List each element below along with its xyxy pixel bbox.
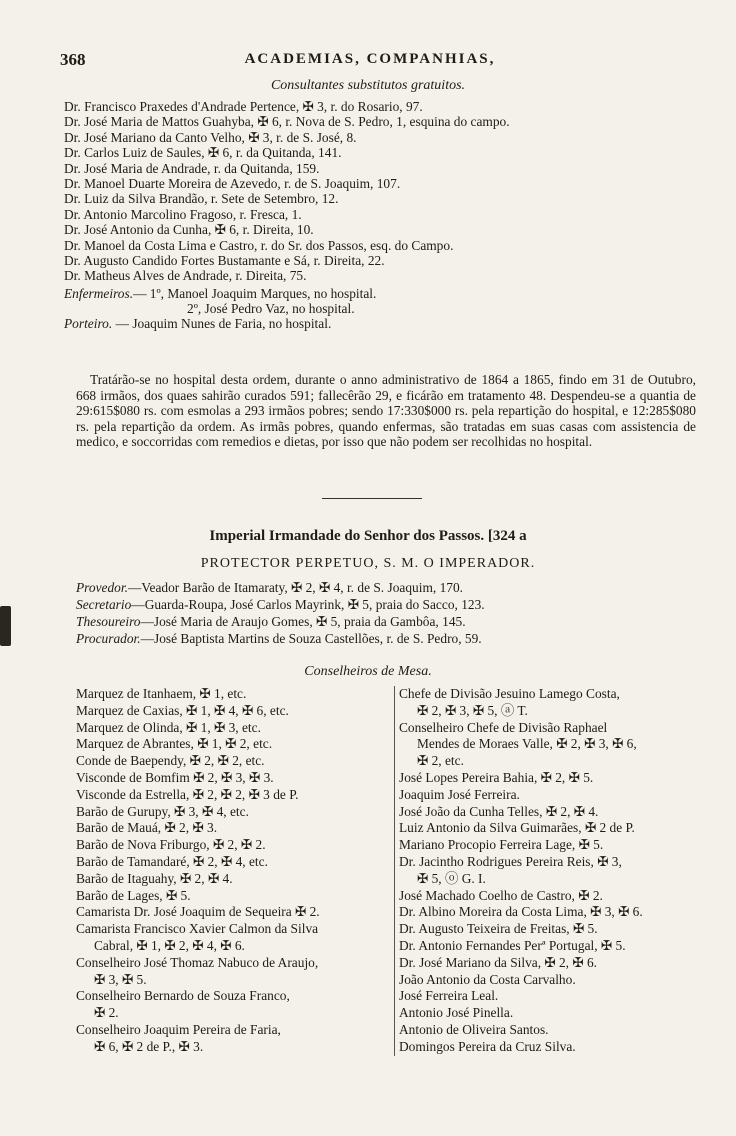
conselheiro-line: Dr. Antonio Fernandes Perª Portugal, ✠ 5.: [399, 937, 626, 953]
officer-text: —Guarda-Roupa, José Carlos Mayrink, ✠ 5, praia do Sacco, 123.: [131, 597, 485, 612]
conselheiro-line: Marquez de Olinda, ✠ 1, ✠ 3, etc.: [76, 719, 261, 735]
page-header: [60, 50, 680, 72]
officer-procurador: [76, 630, 716, 647]
conselheiro-line: Camarista Dr. José Joaquim de Sequeira ✠ 2.: [76, 904, 320, 920]
conselheiro-line: Marquez de Caxias, ✠ 1, ✠ 4, ✠ 6, etc.: [76, 702, 289, 718]
officer-role: Secretario: [76, 597, 132, 612]
consultant-line: Dr. Manoel Duarte Moreira de Azevedo, r. de S. Joaquim, 107.: [64, 175, 401, 191]
conselheiro-line: Barão de Mauá, ✠ 2, ✠ 3.: [76, 820, 218, 836]
enfermeiros-label: Enfermeiros.: [64, 285, 134, 301]
page-number: 368: [60, 50, 86, 69]
conselheiro-line: José Ferreira Leal.: [399, 988, 499, 1004]
conselheiro-line: Conselheiro Bernardo de Souza Franco,: [76, 988, 290, 1004]
conselheiro-line: Camarista Francisco Xavier Calmon da Silva: [76, 921, 319, 937]
conselheiro-line: Barão de Itaguahy, ✠ 2, ✠ 4.: [76, 870, 233, 886]
consultant-line: Dr. José Maria de Mattos Guahyba, ✠ 6, r. Nova de S. Pedro, 1, esquina do campo.: [64, 114, 510, 130]
officer-provedor: [76, 579, 716, 596]
enfermeiros-line-2: 2º, José Pedro Vaz, no hospital.: [187, 301, 355, 317]
conselheiro-line: Cabral, ✠ 1, ✠ 2, ✠ 4, ✠ 6.: [94, 937, 245, 953]
officer-role: Procurador.: [76, 631, 141, 646]
conselheiro-line: Barão de Gurupy, ✠ 3, ✠ 4, etc.: [76, 803, 249, 819]
conselheiro-line: Mendes de Moraes Valle, ✠ 2, ✠ 3, ✠ 6,: [417, 736, 637, 752]
conselheiro-line: ✠ 3, ✠ 5.: [94, 971, 147, 987]
section-title: Imperial Irmandade do Senhor dos Passos. [324 a: [209, 528, 527, 544]
conselheiro-line: José Lopes Pereira Bahia, ✠ 2, ✠ 5.: [399, 769, 594, 785]
conselheiros-left-column: [76, 686, 388, 1056]
conselheiro-line: Visconde de Bomfim ✠ 2, ✠ 3, ✠ 3.: [76, 769, 274, 785]
hospital-report-paragraph: [76, 372, 696, 450]
conselheiro-line: Mariano Procopio Ferreira Lage, ✠ 5.: [399, 837, 604, 853]
consultant-line: Dr. José Maria de Andrade, r. da Quitanda, 159.: [64, 160, 320, 176]
consultants-subtitle: Consultantes substitutos gratuitos.: [270, 78, 466, 93]
conselheiro-line: Joaquim José Ferreira.: [399, 786, 520, 802]
officer-secretario: [76, 596, 716, 613]
conselheiro-line: João Antonio da Costa Carvalho.: [399, 971, 576, 987]
consultants-list: [64, 99, 704, 332]
conselheiro-line: Dr. Jacintho Rodrigues Pereira Reis, ✠ 3,: [399, 853, 622, 869]
conselheiro-line: José João da Cunha Telles, ✠ 2, ✠ 4.: [399, 803, 599, 819]
porteiro-line: [64, 316, 704, 331]
consultant-line: Dr. Francisco Praxedes d'Andrade Pertence, ✠ 3, r. do Rosario, 97.: [64, 99, 423, 114]
enfermeiros-first: — 1º, Manoel Joaquim Marques, no hospital.: [133, 285, 377, 301]
conselheiro-line: Conde de Baependy, ✠ 2, ✠ 2, etc.: [76, 753, 265, 769]
conselheiro-line: Chefe de Divisão Jesuino Lamego Costa,: [399, 686, 620, 701]
conselheiro-line: Barão de Tamandaré, ✠ 2, ✠ 4, etc.: [76, 853, 268, 869]
consultant-line: Dr. Luiz da Silva Brandão, r. Sete de Setembro, 12.: [64, 191, 339, 207]
enfermeiros-line-1: [64, 286, 704, 301]
conselheiros-heading: Conselheiros de Mesa.: [304, 664, 432, 679]
conselheiros-right-column: [394, 686, 711, 1056]
officer-role: Thesoureiro: [76, 614, 141, 629]
officer-text: —José Baptista Martins de Souza Castellões, r. de S. Pedro, 59.: [140, 631, 482, 646]
officer-text: —José Maria de Araujo Gomes, ✠ 5, praia da Gambôa, 145.: [140, 614, 466, 629]
conselheiro-line: ✠ 2.: [94, 1005, 119, 1021]
porteiro-label: Porteiro.: [64, 316, 113, 332]
protector-line: PROTECTOR PERPETUO, S. M. O IMPERADOR.: [200, 556, 536, 571]
conselheiro-line: Luiz Antonio da Silva Guimarães, ✠ 2 de P.: [399, 820, 635, 836]
conselheiro-line: Barão de Lages, ✠ 5.: [76, 887, 191, 903]
consultant-line: Dr. Matheus Alves de Andrade, r. Direita, 75.: [64, 268, 307, 284]
conselheiro-line: Marquez de Abrantes, ✠ 1, ✠ 2, etc.: [76, 736, 273, 752]
paragraph-text: Tratárão-se no hospital desta ordem, durante o anno administrativo de 1864 a 1865, findo em 31 de Outubro, 668 irmãos, dos quaes sahirão curados 591; fallecêrão 29, e ficárão em tratamento 48. Despendeu-se a quantia de 29:615$080 rs. com esmolas a 293 irmãos pobres; sendo 17:330$000 rs. pela repartição do hospital, e 12:285$080 rs. pela repartição da ordem. As irmãs pobres, quando enfermas, são tratadas em suas casas com assistencia de medico, e soccorridas com remedios e dietas, por isso que não podem ser recolhidas no hospital.: [76, 372, 696, 449]
conselheiro-line: Conselheiro Chefe de Divisão Raphael: [399, 719, 608, 735]
conselheiro-line: José Machado Coelho de Castro, ✠ 2.: [399, 887, 603, 903]
officer-text: —Veador Barão de Itamaraty, ✠ 2, ✠ 4, r. de S. Joaquim, 170.: [127, 580, 464, 595]
consultant-line: Dr. Antonio Marcolino Fragoso, r. Fresca, 1.: [64, 206, 302, 222]
section-divider: [322, 498, 422, 499]
consultant-line: Dr. Carlos Luiz de Saules, ✠ 6, r. da Quitanda, 141.: [64, 145, 342, 161]
officer-role: Provedor.: [76, 580, 128, 595]
conselheiro-line: ✠ 2, ✠ 3, ✠ 5, ⓐ T.: [417, 702, 528, 718]
conselheiro-line: Barão de Nova Friburgo, ✠ 2, ✠ 2.: [76, 837, 266, 853]
conselheiro-line: Marquez de Itanhaem, ✠ 1, etc.: [76, 686, 247, 701]
conselheiro-line: ✠ 6, ✠ 2 de P., ✠ 3.: [94, 1038, 204, 1054]
conselheiro-line: Domingos Pereira da Cruz Silva.: [399, 1038, 576, 1054]
porteiro-text: — Joaquim Nunes de Faria, no hospital.: [112, 316, 332, 332]
conselheiro-line: Visconde da Estrella, ✠ 2, ✠ 2, ✠ 3 de P.: [76, 786, 299, 802]
conselheiro-line: Conselheiro José Thomaz Nabuco de Araujo,: [76, 954, 319, 970]
conselheiro-line: Conselheiro Joaquim Pereira de Faria,: [76, 1021, 281, 1037]
officers-list: [76, 579, 716, 647]
consultant-line: Dr. José Antonio da Cunha, ✠ 6, r. Direita, 10.: [64, 222, 314, 238]
conselheiro-line: ✠ 2, etc.: [417, 753, 464, 769]
consultant-line: Dr. Manoel da Costa Lima e Castro, r. do Sr. dos Passos, esq. do Campo.: [64, 237, 454, 253]
consultant-line: Dr. José Mariano da Canto Velho, ✠ 3, r. de S. José, 8.: [64, 129, 357, 145]
conselheiro-line: Antonio de Oliveira Santos.: [399, 1021, 549, 1037]
officer-thesoureiro: [76, 613, 716, 630]
running-title: ACADEMIAS, COMPANHIAS,: [244, 51, 496, 67]
margin-ink-mark: [0, 606, 11, 646]
consultant-line: Dr. Augusto Candido Fortes Bustamante e Sá, r. Direita, 22.: [64, 252, 385, 268]
conselheiro-line: ✠ 5, ⓞ G. I.: [417, 870, 486, 886]
conselheiro-line: Dr. Albino Moreira da Costa Lima, ✠ 3, ✠ 6.: [399, 904, 643, 920]
conselheiro-line: Antonio José Pinella.: [399, 1005, 514, 1021]
conselheiro-line: Dr. José Mariano da Silva, ✠ 2, ✠ 6.: [399, 954, 597, 970]
conselheiro-line: Dr. Augusto Teixeira de Freitas, ✠ 5.: [399, 921, 598, 937]
